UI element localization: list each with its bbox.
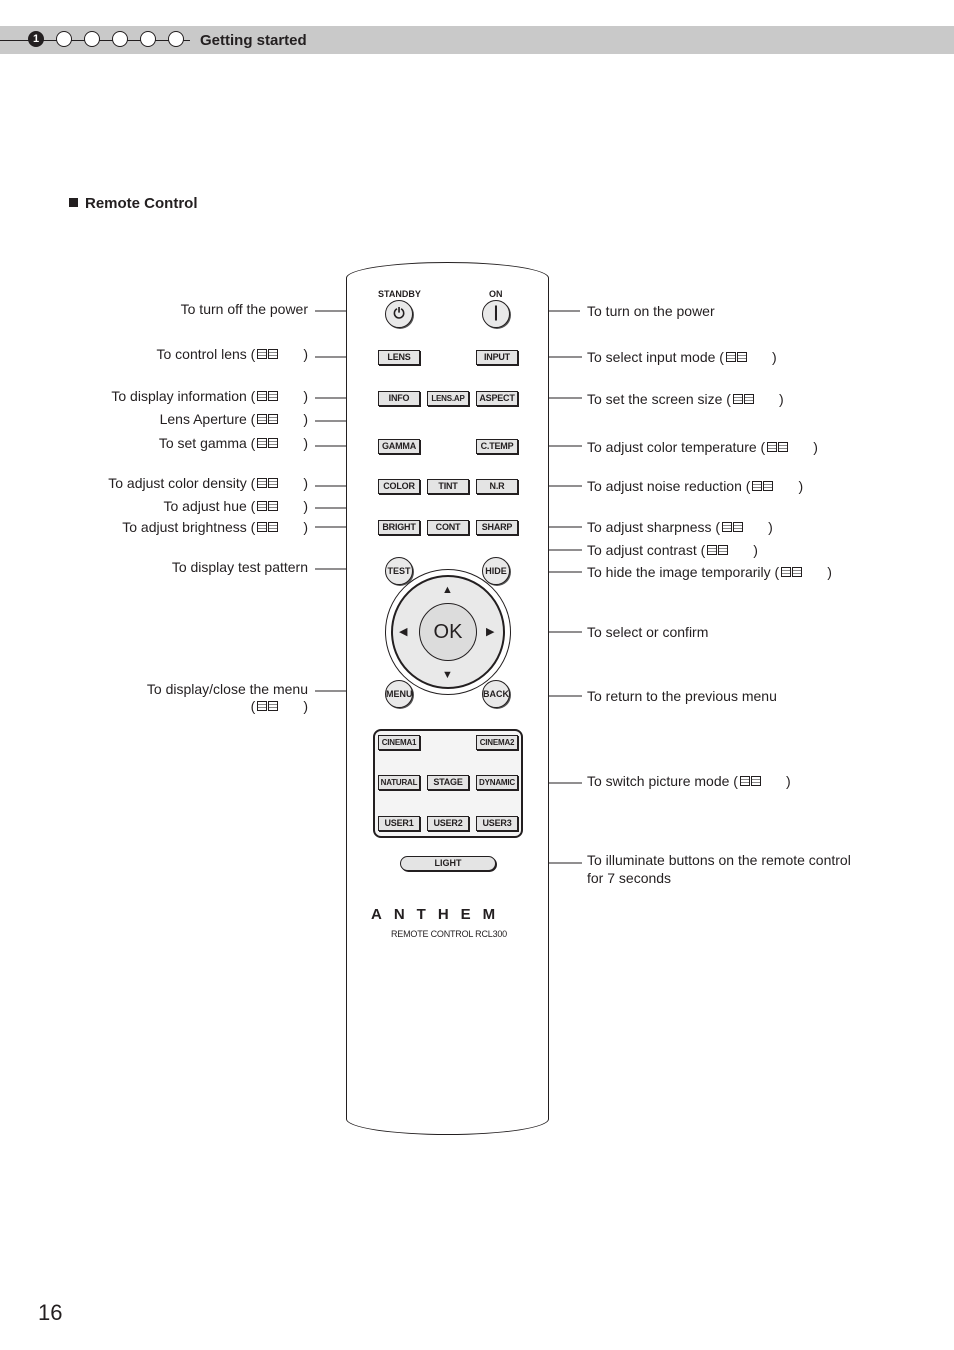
label-lens-aperture-text: Lens Aperture ( bbox=[159, 411, 256, 427]
test-button[interactable]: TEST bbox=[385, 557, 413, 585]
label-illuminate-line1: To illuminate buttons on the remote control bbox=[587, 852, 851, 868]
left-arrow-icon[interactable]: ◀ bbox=[399, 626, 408, 638]
manual-page-icon bbox=[257, 349, 279, 360]
cont-button[interactable]: CONT bbox=[427, 520, 469, 535]
standby-button[interactable] bbox=[385, 300, 413, 328]
dynamic-button[interactable]: DYNAMIC bbox=[476, 775, 518, 790]
right-arrow-icon[interactable]: ▶ bbox=[486, 626, 495, 638]
label-noise-reduction bbox=[587, 478, 803, 494]
label-noise-reduction-text: To adjust noise reduction ( bbox=[587, 478, 751, 494]
label-color-temp-text: To adjust color temperature ( bbox=[587, 439, 766, 455]
power-icon: ⏻ bbox=[393, 305, 405, 321]
down-arrow-icon[interactable]: ▼ bbox=[442, 669, 453, 681]
label-color-density bbox=[108, 475, 308, 491]
label-sharpness bbox=[587, 519, 773, 535]
label-display-menu: To display/close the menu bbox=[146, 681, 308, 697]
ok-button[interactable]: OK bbox=[419, 603, 477, 661]
power-on-icon: | bbox=[493, 304, 499, 321]
label-adjust-brightness-text: To adjust brightness ( bbox=[122, 519, 256, 535]
close-paren: ) bbox=[798, 478, 804, 494]
close-paren: ) bbox=[768, 519, 773, 535]
label-select-input-text: To select input mode ( bbox=[587, 349, 724, 365]
standby-label: STANDBY bbox=[378, 289, 421, 299]
label-control-lens-text: To control lens ( bbox=[156, 346, 256, 362]
on-button[interactable] bbox=[482, 300, 510, 328]
manual-page-icon bbox=[781, 567, 803, 578]
label-color-temp bbox=[587, 439, 818, 455]
close-paren: ) bbox=[303, 388, 308, 404]
close-paren: ) bbox=[303, 519, 308, 535]
close-paren: ) bbox=[303, 435, 308, 451]
close-paren: ) bbox=[771, 349, 777, 365]
back-button[interactable]: BACK bbox=[482, 680, 510, 708]
label-display-info bbox=[111, 388, 308, 404]
label-control-lens bbox=[157, 346, 309, 362]
menu-button[interactable]: MENU bbox=[385, 680, 413, 708]
label-set-gamma-text: To set gamma ( bbox=[158, 435, 256, 451]
close-paren: ) bbox=[303, 475, 308, 491]
step-indicator-current: 1 bbox=[28, 31, 44, 47]
label-hide-image-text: To hide the image temporarily ( bbox=[587, 564, 780, 580]
label-color-density-text: To adjust color density ( bbox=[108, 475, 256, 491]
lens-ap-button[interactable]: LENS.AP bbox=[427, 391, 469, 406]
label-contrast bbox=[587, 542, 758, 558]
section-title-text: Remote Control bbox=[85, 195, 198, 212]
manual-page-icon bbox=[752, 481, 774, 492]
on-label: ON bbox=[489, 289, 503, 299]
label-power-on: To turn on the power bbox=[587, 303, 715, 319]
aspect-button[interactable]: ASPECT bbox=[476, 391, 518, 406]
label-adjust-brightness bbox=[122, 519, 308, 535]
close-paren: ) bbox=[753, 542, 758, 558]
label-picture-mode-text: To switch picture mode ( bbox=[587, 773, 738, 789]
manual-page-icon bbox=[767, 442, 789, 453]
natural-button[interactable]: NATURAL bbox=[378, 775, 420, 790]
manual-page-icon bbox=[707, 545, 729, 556]
label-power-off: To turn off the power bbox=[180, 301, 308, 317]
manual-page-icon bbox=[722, 522, 744, 533]
manual-page-icon bbox=[257, 522, 279, 533]
manual-page-icon bbox=[257, 391, 279, 402]
close-paren: ) bbox=[303, 698, 308, 714]
open-paren: ( bbox=[250, 698, 256, 714]
manual-page-icon bbox=[733, 394, 755, 405]
close-paren: ) bbox=[827, 564, 832, 580]
cinema2-button[interactable]: CINEMA2 bbox=[476, 735, 518, 750]
manual-page-icon bbox=[257, 501, 279, 512]
label-display-info-text: To display information ( bbox=[111, 388, 256, 404]
brand-logo: ANTHEM bbox=[371, 906, 508, 923]
label-adjust-hue-text: To adjust hue ( bbox=[163, 498, 256, 514]
manual-page-icon bbox=[257, 701, 279, 712]
label-select-input bbox=[587, 349, 777, 365]
label-screen-size-text: To set the screen size ( bbox=[587, 391, 731, 407]
lens-button[interactable]: LENS bbox=[378, 350, 420, 365]
label-select-confirm: To select or confirm bbox=[587, 624, 709, 640]
close-paren: ) bbox=[303, 346, 308, 362]
input-button[interactable]: INPUT bbox=[476, 350, 518, 365]
cinema1-button[interactable]: CINEMA1 bbox=[378, 735, 420, 750]
header-title: Getting started bbox=[200, 32, 307, 49]
user2-button[interactable]: USER2 bbox=[427, 816, 469, 831]
close-paren: ) bbox=[785, 773, 791, 789]
label-sharpness-text: To adjust sharpness ( bbox=[587, 519, 721, 535]
gamma-button[interactable]: GAMMA bbox=[378, 439, 420, 454]
model-name: REMOTE CONTROL RCL300 bbox=[391, 929, 507, 939]
user3-button[interactable]: USER3 bbox=[476, 816, 518, 831]
close-paren: ) bbox=[813, 439, 818, 455]
color-button[interactable]: COLOR bbox=[378, 479, 420, 494]
label-screen-size bbox=[587, 391, 784, 407]
up-arrow-icon[interactable]: ▲ bbox=[442, 584, 453, 596]
label-display-menu-ref bbox=[251, 698, 308, 714]
label-contrast-text: To adjust contrast ( bbox=[587, 542, 706, 558]
manual-page-icon bbox=[257, 414, 279, 425]
label-picture-mode bbox=[587, 773, 791, 789]
label-adjust-hue bbox=[163, 498, 308, 514]
info-button[interactable]: INFO bbox=[378, 391, 420, 406]
manual-page-icon bbox=[740, 776, 762, 787]
manual-page-icon bbox=[726, 352, 748, 363]
label-test-pattern: To display test pattern bbox=[171, 559, 308, 575]
label-illuminate-line2: for 7 seconds bbox=[587, 870, 672, 886]
label-hide-image bbox=[587, 564, 832, 580]
manual-page-icon bbox=[257, 478, 279, 489]
light-button[interactable]: LIGHT bbox=[400, 856, 496, 871]
page-number: 16 bbox=[38, 1300, 63, 1325]
label-lens-aperture bbox=[160, 411, 308, 427]
label-set-gamma bbox=[159, 435, 308, 451]
tint-button[interactable]: TINT bbox=[427, 479, 469, 494]
user1-button[interactable]: USER1 bbox=[378, 816, 420, 831]
c-temp-button[interactable]: C.TEMP bbox=[476, 439, 518, 454]
close-paren: ) bbox=[303, 498, 308, 514]
nr-button[interactable]: N.R bbox=[476, 479, 518, 494]
close-paren: ) bbox=[778, 391, 784, 407]
stage-button[interactable]: STAGE bbox=[427, 775, 469, 790]
sharp-button[interactable]: SHARP bbox=[476, 520, 518, 535]
hide-button[interactable]: HIDE bbox=[482, 557, 510, 585]
manual-page-icon bbox=[257, 438, 279, 449]
bright-button[interactable]: BRIGHT bbox=[378, 520, 420, 535]
label-return-menu: To return to the previous menu bbox=[587, 688, 777, 704]
close-paren: ) bbox=[303, 411, 308, 427]
